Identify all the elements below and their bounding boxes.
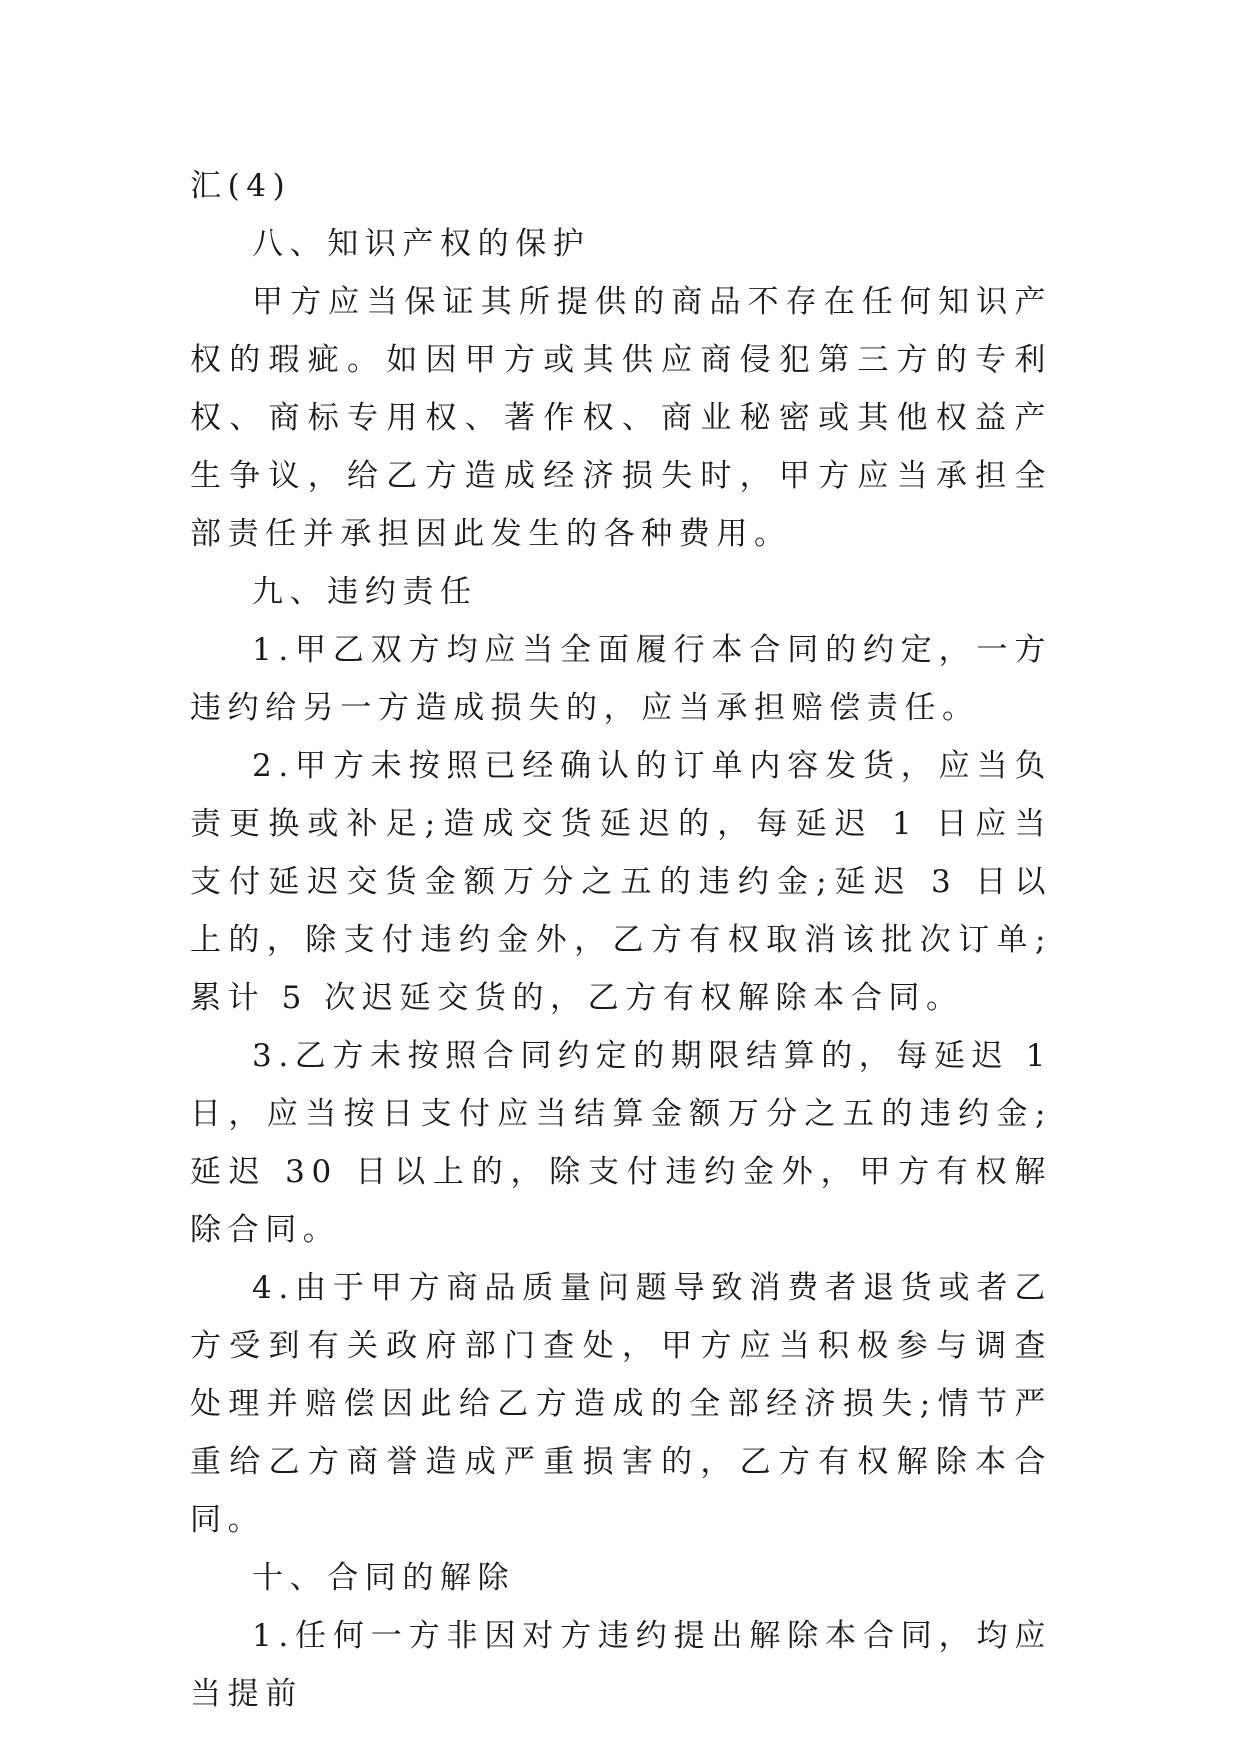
clause-10-1: 1.任何一方非因对方违约提出解除本合同，均应当提前 — [190, 1618, 1052, 1712]
clause-9-3: 3.乙方未按照合同约定的期限结算的，每延迟 1 日，应当按日支付应当结算金额万分之五的违约金;延迟 30 日以上的，除支付违约金外，甲方有权解除合同。 — [190, 1038, 1052, 1248]
document-page — [190, 157, 1052, 1723]
clause-9-2: 2.甲方未按照已经确认的订单内容发货，应当负责更换或补足;造成交货延迟的，每延迟 1 日应当支付延迟交货金额万分之五的违约金;延迟 3 日以上的，除支付违约金外，乙方有权取消该批次订单;累计 5 次迟延交货的，乙方有权解除本合同。 — [190, 748, 1052, 1016]
section-heading-9: 九、违约责任 — [252, 574, 478, 610]
clause-9-1: 1.甲乙双方均应当全面履行本合同的约定，一方违约给另一方造成损失的，应当承担赔偿责任。 — [190, 632, 1052, 726]
continuation-line: 汇(4) — [190, 168, 292, 204]
paragraph-ip-protection: 甲方应当保证其所提供的商品不存在任何知识产权的瑕疵。如因甲方或其供应商侵犯第三方的专利权、商标专用权、著作权、商业秘密或其他权益产生争议，给乙方造成经济损失时，甲方应当承担全部责任并承担因此发生的各种费用。 — [190, 284, 1052, 552]
section-heading-8: 八、知识产权的保护 — [252, 226, 591, 262]
clause-9-4: 4.由于甲方商品质量问题导致消费者退货或者乙方受到有关政府部门查处，甲方应当积极参与调查处理并赔偿因此给乙方造成的全部经济损失;情节严重给乙方商誉造成严重损害的，乙方有权解除本合同。 — [190, 1270, 1052, 1538]
section-heading-10: 十、合同的解除 — [252, 1560, 516, 1596]
